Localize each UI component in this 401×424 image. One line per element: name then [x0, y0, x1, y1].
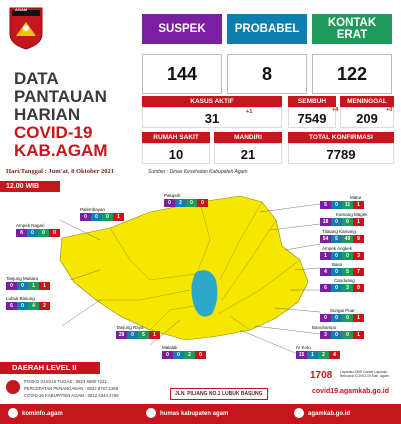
red-stats-right: [288, 96, 394, 166]
humas-text: humas kabupaten agam: [160, 411, 229, 417]
kecamatan-value: 5: [320, 201, 331, 209]
kecamatan-value: 1: [307, 351, 318, 359]
kecamatan-tanjung-raya: [116, 325, 160, 339]
kecamatan-value: 0: [127, 331, 138, 339]
kecamatan-sungai-puar: [324, 308, 364, 322]
kecamatan-value: 8: [16, 229, 27, 237]
kecamatan-name: Tilatang Kamang: [322, 229, 356, 234]
kecamatan-value: 0: [197, 199, 208, 207]
kecamatan-value: 2: [184, 351, 195, 359]
total-konfirmasi-label: TOTAL KONFIRMASI: [288, 132, 394, 143]
posko-number: : 0823 6590 7221: [73, 379, 107, 384]
kecamatan-name: IV Koto: [296, 345, 311, 350]
kecamatan-value: 2: [175, 199, 186, 207]
phone-icon: [6, 380, 20, 394]
meninggal-label: MENINGGAL: [340, 96, 394, 107]
address-text: JLN. PILIANG NO.1 LUBUK BASUNG: [175, 391, 263, 397]
time-line: 12.00 WIB: [0, 181, 60, 192]
kecamatan-value: 0: [331, 252, 342, 260]
kecamatan-name: Sungai Puar: [330, 308, 355, 313]
kecamatan-value: 1: [353, 201, 364, 209]
kecamatan-value: 4: [320, 268, 331, 276]
kecamatan-value: 1: [28, 282, 39, 290]
kecamatan-value: 0: [195, 351, 206, 359]
kecamatan-value: 4: [329, 351, 340, 359]
kecamatan-value: 0: [342, 331, 353, 339]
kecamatan-name: Canduang: [334, 278, 355, 283]
kecamatan-value: 0: [80, 213, 91, 221]
kecamatan-value: 0: [6, 282, 17, 290]
kecamatan-name: Tanjung Mutiara: [6, 276, 39, 281]
kecamatan-value: 6: [320, 284, 331, 292]
stat-kontak-erat-label: KONTAK ERAT: [312, 14, 392, 44]
rumah-sakit-label: RUMAH SAKIT: [142, 132, 210, 143]
mandiri-value: 21: [214, 143, 282, 164]
bottom-bar: [0, 404, 401, 424]
source-note: Sumber : Dinas Kesehatan Kabupaten Agam: [148, 169, 248, 175]
kecamatan-value: 0: [331, 331, 342, 339]
title-line-3: HARIAN: [14, 105, 81, 124]
logo-text: AGAM: [15, 7, 28, 12]
agam-logo: [8, 6, 44, 50]
kecamatan-value: 6: [6, 302, 17, 310]
kecamatan-value: 0: [186, 199, 197, 207]
humas-link[interactable]: [146, 404, 228, 424]
kecamatan-name: Baso: [332, 262, 343, 267]
kecamatan-malalak: [162, 345, 206, 359]
kasus-aktif-value: 31: [142, 107, 282, 128]
kecamatan-name: Palembayan: [80, 207, 106, 212]
agamkab-text: agamkab.go.id: [308, 411, 351, 417]
kecamatan-value: 0: [17, 282, 28, 290]
kecamatan-value: 0: [342, 314, 353, 322]
title-line-4: COVID-19: [14, 123, 93, 142]
kecamatan-value: 9: [353, 235, 364, 243]
title-line-5: KAB.AGAM: [14, 141, 108, 160]
agamkab-link[interactable]: [294, 404, 350, 424]
kecamatan-name: Kamang Magek: [336, 212, 368, 217]
kominfo-link[interactable]: [8, 404, 63, 424]
kecamatan-name: Palupuh: [164, 193, 181, 198]
kecamatan-ampek-angkek: [322, 246, 364, 260]
kecamatan-value: 0: [331, 218, 342, 226]
posko-number: : 0822 8767 2355: [84, 386, 119, 391]
kecamatan-name: Ampek Nagari: [16, 223, 45, 228]
kecamatan-value: 0: [162, 351, 173, 359]
kasus-aktif-delta: +1: [246, 109, 253, 115]
kecamatan-tanjung-mutiara: [6, 276, 50, 290]
posko-label: PERCEPATAN PENANGANAN: [24, 386, 84, 391]
kecamatan-value: 0: [342, 252, 353, 260]
posko-label: POSKO GUGUS TUGAS: [24, 379, 73, 384]
sembuh-delta: +4: [332, 107, 339, 113]
kecamatan-value: 15: [296, 351, 307, 359]
rumah-sakit-value: 10: [142, 143, 210, 164]
stat-kontak-erat-value: 122: [312, 54, 392, 94]
kecamatan-iv-koto: [296, 345, 340, 359]
kecamatan-value: 0: [17, 302, 28, 310]
total-konfirmasi-value: 7789: [288, 143, 394, 164]
stat-probabel-value: 8: [227, 54, 307, 94]
kominfo-text: kominfo.agam: [22, 411, 63, 417]
kecamatan-ampek-nagari: [16, 223, 60, 237]
sembuh-value: 7549: [288, 107, 336, 128]
kecamatan-value: 1: [113, 213, 124, 221]
daerah-level-badge: DAERAH LEVEL II: [0, 362, 100, 374]
kecamatan-value: 0: [164, 199, 175, 207]
red-stats-left: [142, 96, 282, 166]
stat-suspek-label: SUSPEK: [142, 14, 222, 44]
kecamatan-value: 4: [28, 302, 39, 310]
kecamatan-value: 0: [342, 218, 353, 226]
kecamatan-value: 0: [102, 213, 113, 221]
hotline-desc: Layanan SMS Center Laporan Bencana COVID-19 Kab. Agam: [340, 370, 390, 379]
kecamatan-banuhampu: [312, 325, 364, 339]
posko-label: COVID-19 KABUPATEN AGAM: [24, 393, 85, 398]
kecamatan-value: 0: [173, 351, 184, 359]
kecamatan-name: Malalak: [162, 345, 178, 350]
kecamatan-kamang-magek: [322, 212, 368, 226]
kecamatan-name: Lubuk Basung: [6, 296, 35, 301]
kecamatan-value: 2: [39, 302, 50, 310]
kecamatan-value: 3: [353, 252, 364, 260]
kecamatan-tilatang-kamang: [322, 229, 364, 243]
title-line-2: PANTAUAN: [14, 87, 107, 106]
kecamatan-value: 0: [49, 229, 60, 237]
kecamatan-name: Ampek Angkek: [322, 246, 353, 251]
kecamatan-value: 5: [331, 235, 342, 243]
kecamatan-value: 0: [331, 201, 342, 209]
sembuh-label: SEMBUH: [288, 96, 336, 107]
kecamatan-value: 0: [320, 314, 331, 322]
kecamatan-value: 1: [320, 252, 331, 260]
kecamatan-value: 3: [320, 331, 331, 339]
posko-number: : 0812 6344 2766: [85, 393, 119, 398]
date-line: Hari/Tanggal : Jum'at, 8 Oktober 2021: [6, 168, 114, 175]
kecamatan-value: 0: [331, 314, 342, 322]
mandiri-label: MANDIRI: [214, 132, 282, 143]
web-icon: [8, 408, 18, 418]
stat-probabel-label: PROBABEL: [227, 14, 307, 44]
kasus-aktif-label: KASUS AKTIF: [142, 96, 282, 107]
instagram-icon: [146, 408, 156, 418]
kecamatan-value: 0: [353, 284, 364, 292]
hotline-number: 1708: [310, 370, 333, 381]
kecamatan-value: 0: [38, 229, 49, 237]
kecamatan-value: 49: [342, 235, 353, 243]
globe-icon: [294, 408, 304, 418]
stat-suspek-value: 144: [142, 54, 222, 94]
kecamatan-value: 0: [27, 229, 38, 237]
kecamatan-value: 5: [138, 331, 149, 339]
kecamatan-value: 11: [342, 201, 353, 209]
kecamatan-value: 0: [91, 213, 102, 221]
kecamatan-palupuh: [164, 193, 208, 207]
address-bar: [170, 388, 268, 400]
kecamatan-value: 1: [353, 218, 364, 226]
kecamatan-name: Matur: [350, 195, 362, 200]
kecamatan-baso: [324, 262, 364, 276]
kecamatan-value: 28: [116, 331, 127, 339]
kecamatan-value: 3: [342, 284, 353, 292]
covid-site-link[interactable]: covid19.agamkab.go.id: [312, 388, 390, 395]
kecamatan-matur: [324, 195, 364, 209]
kecamatan-value: 0: [331, 284, 342, 292]
kecamatan-name: Tanjung Raya: [116, 325, 144, 330]
top-stats: [142, 14, 392, 94]
kecamatan-value: 5: [342, 268, 353, 276]
kecamatan-value: 1: [353, 331, 364, 339]
kecamatan-value: 1: [39, 282, 50, 290]
kecamatan-value: 1: [149, 331, 160, 339]
kecamatan-value: 2: [318, 351, 329, 359]
meninggal-delta: +0: [386, 107, 393, 113]
kecamatan-lubuk-basung: [6, 296, 50, 310]
kecamatan-palembayan: [80, 207, 124, 221]
kecamatan-value: 1: [353, 314, 364, 322]
kecamatan-name: Banuhampu: [312, 325, 337, 330]
kecamatan-value: 54: [320, 235, 331, 243]
kecamatan-canduang: [324, 278, 364, 292]
meninggal-value: 209: [340, 107, 394, 128]
kecamatan-value: 18: [320, 218, 331, 226]
kecamatan-value: 7: [353, 268, 364, 276]
title-line-1: DATA: [14, 69, 59, 88]
kecamatan-value: 0: [331, 268, 342, 276]
